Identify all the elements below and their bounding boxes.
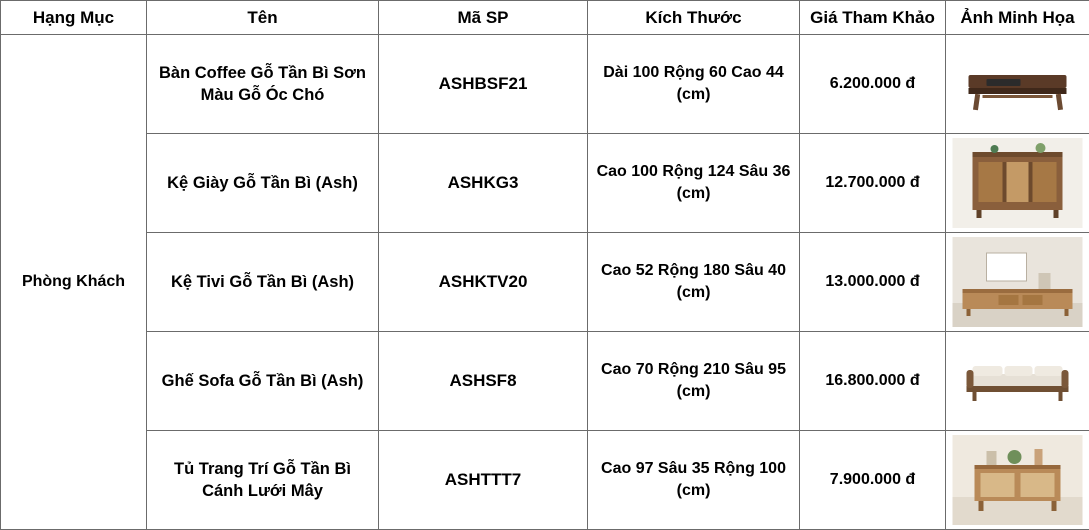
column-header-code: Mã SP [379,1,588,35]
category-cell: Phòng Khách [1,35,147,530]
table-row [1,134,1089,233]
rattan-cabinet-photo [952,435,1083,525]
product-image-cell [946,233,1089,332]
column-header-name: Tên [147,1,379,35]
product-code: ASHKG3 [379,134,588,233]
product-size: Cao 97 Sâu 35 Rộng 100 (cm) [588,431,800,530]
product-name: Tủ Trang Trí Gỗ Tần Bì Cánh Lưới Mây [147,431,379,530]
product-name: Kệ Tivi Gỗ Tần Bì (Ash) [147,233,379,332]
product-size: Dài 100 Rộng 60 Cao 44 (cm) [588,35,800,134]
table-row [1,431,1089,530]
product-code: ASHKTV20 [379,233,588,332]
sofa-photo [952,336,1083,426]
product-code: ASHTTT7 [379,431,588,530]
product-image-cell [946,35,1089,134]
product-code: ASHSF8 [379,332,588,431]
table-row [1,35,1089,134]
product-price: 7.900.000 đ [800,431,946,530]
product-price: 6.200.000 đ [800,35,946,134]
product-name: Ghế Sofa Gỗ Tần Bì (Ash) [147,332,379,431]
product-size: Cao 70 Rộng 210 Sâu 95 (cm) [588,332,800,431]
column-header-price: Giá Tham Khảo [800,1,946,35]
tv-stand-photo [952,237,1083,327]
column-header-size: Kích Thước [588,1,800,35]
product-price: 13.000.000 đ [800,233,946,332]
column-header-image: Ảnh Minh Họa [946,1,1089,35]
column-header-category: Hạng Mục [1,1,147,35]
product-name: Bàn Coffee Gỗ Tần Bì Sơn Màu Gỗ Óc Chó [147,35,379,134]
table-row [1,332,1089,431]
product-code: ASHBSF21 [379,35,588,134]
product-image-cell [946,431,1089,530]
product-size: Cao 52 Rộng 180 Sâu 40 (cm) [588,233,800,332]
shoe-cabinet-photo [952,138,1083,228]
product-price: 16.800.000 đ [800,332,946,431]
table-header-row [1,1,1089,35]
product-image-cell [946,332,1089,431]
product-name: Kệ Giày Gỗ Tần Bì (Ash) [147,134,379,233]
product-price: 12.700.000 đ [800,134,946,233]
coffee-table-photo [952,39,1083,129]
table-row [1,233,1089,332]
product-image-cell [946,134,1089,233]
product-size: Cao 100 Rộng 124 Sâu 36 (cm) [588,134,800,233]
